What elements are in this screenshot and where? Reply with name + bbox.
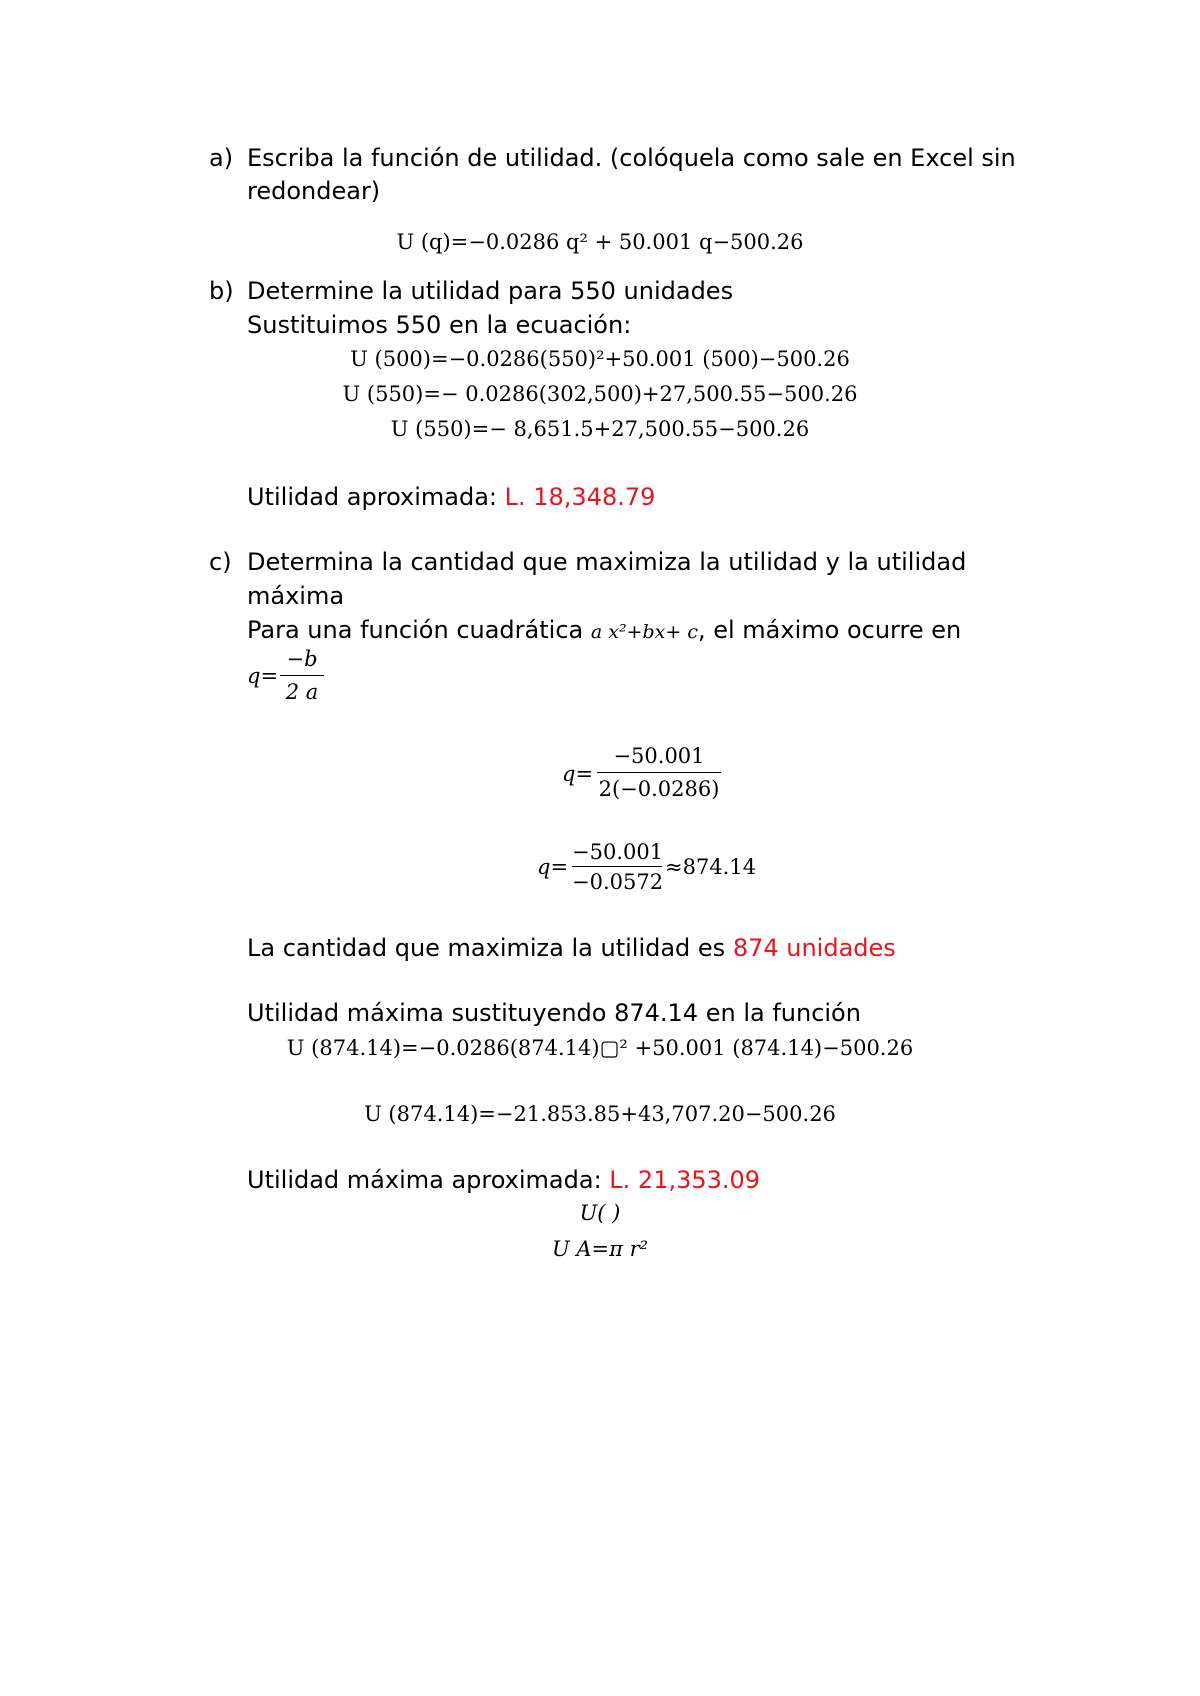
part-a-question-line2: redondear) xyxy=(247,177,381,205)
part-a-label: a) xyxy=(209,144,234,172)
part-b-equation-1: U (500)=−0.0286(550)²+50.001 (500)−500.26 xyxy=(350,347,850,371)
extra-equation-1: U( ) xyxy=(579,1201,621,1225)
calc2-denominator: −0.0572 xyxy=(572,870,664,894)
calc2-approx-result: ≈874.14 xyxy=(665,855,757,879)
calc2-lhs: q= xyxy=(537,855,569,879)
part-c-instruction-post: , el máximo ocurre en xyxy=(697,616,962,644)
part-c-instruction xyxy=(247,614,961,648)
max-utility-result-label: Utilidad máxima aproximada: xyxy=(247,1166,610,1194)
part-c-question-line1: Determina la cantidad que maximiza la utilidad y la utilidad xyxy=(247,548,967,576)
calc2-numerator: −50.001 xyxy=(572,840,664,864)
calc1-denominator: 2(−0.0286) xyxy=(598,777,720,801)
quadratic-formula: a x²+bx+ c xyxy=(590,621,698,643)
quantity-result-value: 874 unidades xyxy=(732,934,896,962)
utility-function-equation: U (q)=−0.0286 q² + 50.001 q−500.26 xyxy=(396,230,804,254)
max-utility-equation-1: U (874.14)=−0.0286(874.14)▢² +50.001 (874.14)−500.26 xyxy=(286,1036,914,1060)
part-b-result-value: L. 18,348.79 xyxy=(504,483,656,511)
vertex-formula-numerator: −b xyxy=(286,647,318,671)
max-utility-result xyxy=(247,1164,760,1196)
part-b-equation-2: U (550)=− 0.0286(302,500)+27,500.55−500.26 xyxy=(342,382,858,406)
max-utility-result-value: L. 21,353.09 xyxy=(609,1166,761,1194)
part-b-result xyxy=(247,481,655,513)
part-c-question-line2: máxima xyxy=(247,582,345,610)
calc1-bar xyxy=(597,772,721,773)
part-b-instruction: Sustituimos 550 en la ecuación: xyxy=(247,311,632,339)
quantity-result-label: La cantidad que maximiza la utilidad es xyxy=(247,934,733,962)
calc2-fraction xyxy=(572,839,662,895)
vertex-formula-fraction xyxy=(280,646,324,706)
extra-equation-2: U A=π r² xyxy=(551,1237,649,1261)
vertex-formula-lhs: q= xyxy=(247,664,279,688)
max-utility-equation-2: U (874.14)=−21.853.85+43,707.20−500.26 xyxy=(364,1102,836,1126)
calc1-lhs: q= xyxy=(562,762,594,786)
part-b-equation-3: U (550)=− 8,651.5+27,500.55−500.26 xyxy=(390,417,810,441)
calc1-fraction xyxy=(597,743,721,805)
part-a-question-line1: Escriba la función de utilidad. (colóquela como sale en Excel sin xyxy=(247,144,1016,172)
quantity-result xyxy=(247,932,896,964)
vertex-formula-bar xyxy=(280,675,324,676)
max-utility-instruction: Utilidad máxima sustituyendo 874.14 en la función xyxy=(247,999,861,1027)
part-b-result-label: Utilidad aproximada: xyxy=(247,483,505,511)
calc2-bar xyxy=(572,866,662,867)
part-b-label: b) xyxy=(209,277,234,305)
part-c-instruction-pre: Para una función cuadrática xyxy=(247,616,591,644)
part-c-label: c) xyxy=(209,548,232,576)
calc1-numerator: −50.001 xyxy=(613,744,705,768)
vertex-formula-denominator: 2 a xyxy=(285,680,319,704)
part-b-question: Determine la utilidad para 550 unidades xyxy=(247,277,734,305)
